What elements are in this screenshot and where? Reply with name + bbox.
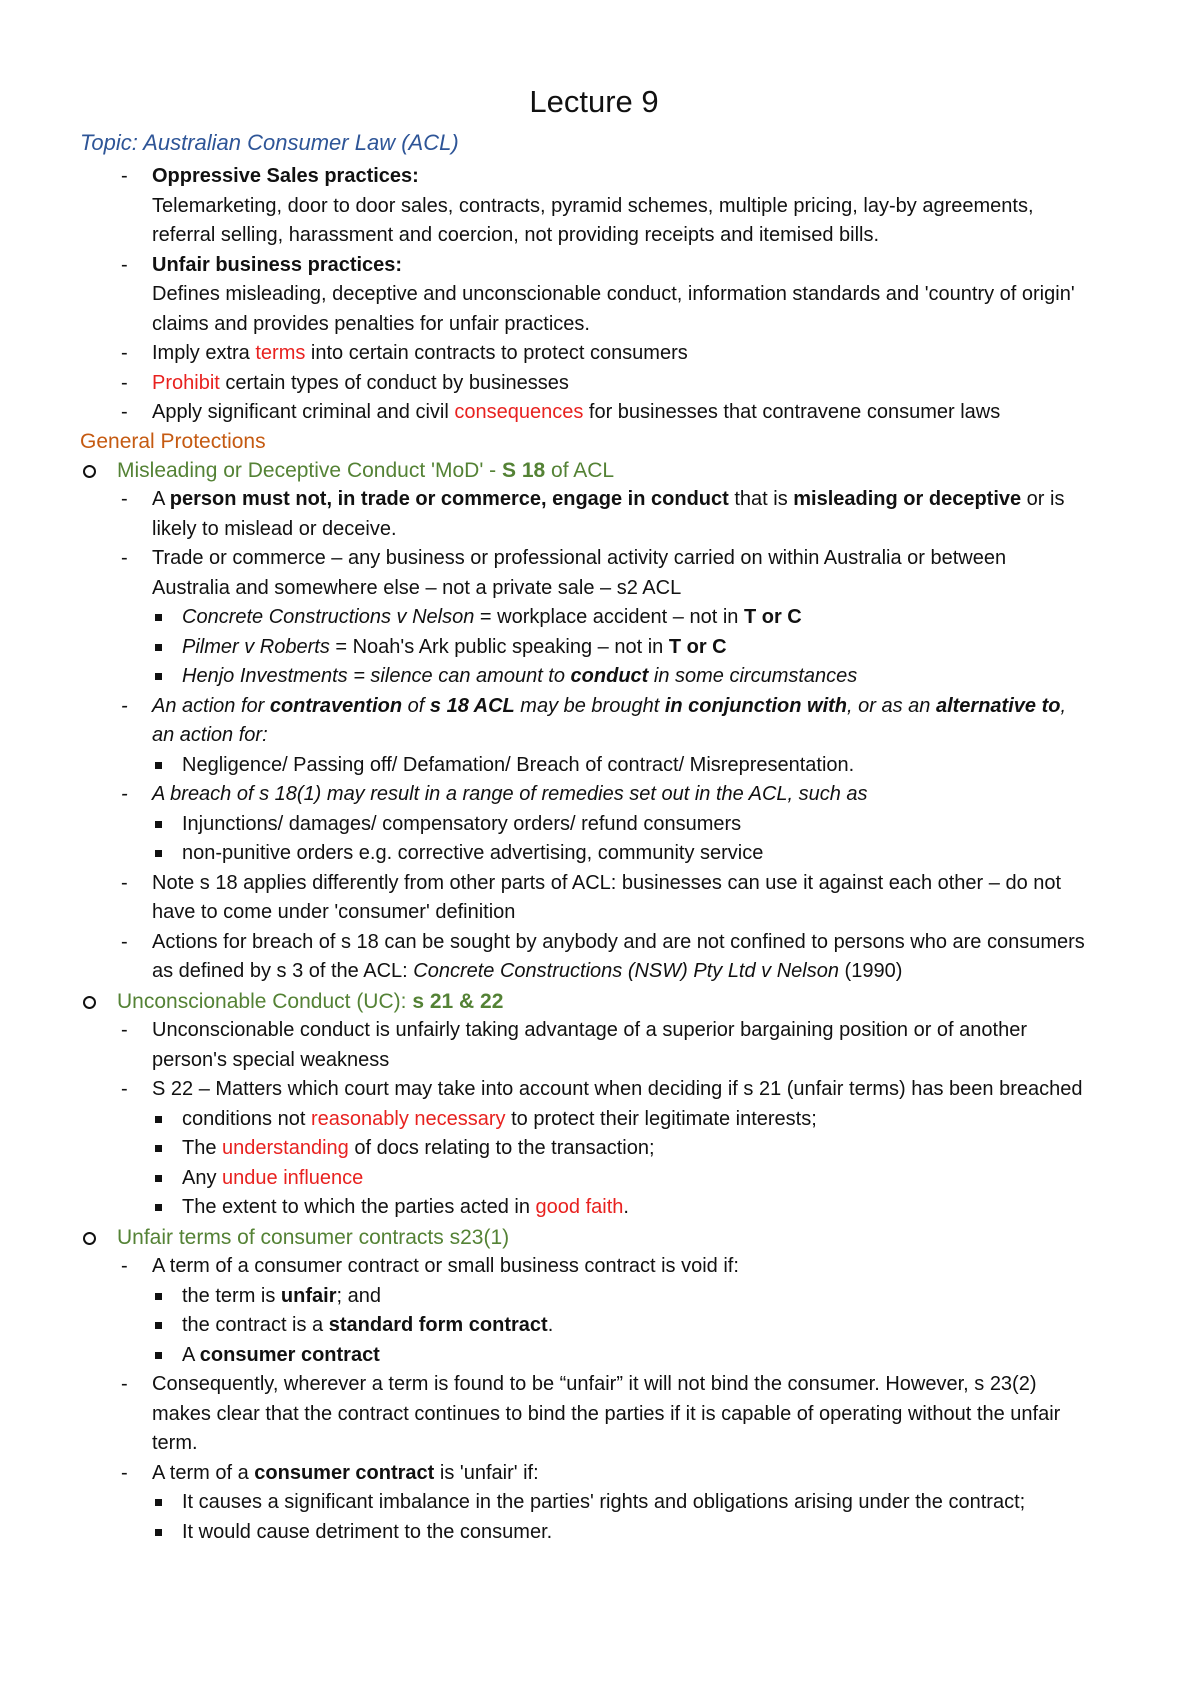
list-item xyxy=(80,339,1088,369)
text: conditions not xyxy=(182,1107,311,1130)
text: A xyxy=(152,488,170,510)
text: of xyxy=(402,694,430,717)
case-name: Concrete Constructions v Nelson xyxy=(182,606,475,628)
section-heading: General Protections xyxy=(80,429,266,453)
highlight-text: Prohibit xyxy=(152,371,220,394)
text: for businesses that contravene consumer laws xyxy=(583,401,1001,423)
text: standard form contract xyxy=(328,1314,548,1336)
mod-list xyxy=(80,485,1088,987)
text: T or C xyxy=(668,635,727,658)
text: A xyxy=(182,1343,200,1366)
list-item: - Consequently, wherever a term is found to be “unfair” it will not bind the consumer. However, s 23(2) makes clear that the contract continues to bind the parties if it is capable of operating without the unfair term. xyxy=(80,1370,1088,1459)
text: , an action for: xyxy=(152,694,1067,746)
sub-item xyxy=(80,1311,1088,1341)
text: S 18 xyxy=(502,458,546,482)
list-item xyxy=(80,162,1088,251)
page-title: Lecture 9 xyxy=(529,84,659,119)
text: in conjunction with xyxy=(664,694,848,717)
sub-item: It would cause detriment to the consumer. xyxy=(80,1518,1088,1548)
text: ; and xyxy=(336,1284,381,1307)
list-item xyxy=(80,398,1088,428)
text: Henjo Investments = silence can amount to xyxy=(182,665,571,687)
sub-item xyxy=(80,662,1088,692)
text: consumer contract xyxy=(199,1343,380,1366)
sub-item xyxy=(80,1164,1088,1194)
text: consumer contract xyxy=(254,1461,435,1484)
text: that is xyxy=(728,488,794,510)
sub-item xyxy=(80,603,1088,633)
text: the contract is a xyxy=(182,1314,329,1336)
unfair-list xyxy=(80,1252,1088,1547)
topic-heading: Topic: Australian Consumer Law (ACL) xyxy=(80,130,459,155)
text: person must not, in trade or commerce, engage in conduct xyxy=(169,488,729,510)
highlight-text: understanding xyxy=(222,1137,349,1159)
text: unfair xyxy=(280,1284,337,1307)
item-body: Telemarketing, door to door sales, contracts, pyramid schemes, multiple pricing, lay-by agreements, referral selling, harassment and coercion, not providing receipts and itemised bills. xyxy=(152,194,1034,246)
item-body: Defines misleading, deceptive and unconscionable conduct, information standards and 'country of origin' claims and provides penalties for unfair practices. xyxy=(152,283,1075,335)
case-name: Concrete Constructions (NSW) Pty Ltd v Nelson xyxy=(413,960,839,982)
text: Apply significant criminal and civil xyxy=(152,401,455,423)
text: Any xyxy=(182,1166,223,1189)
text: Misleading or Deceptive Conduct 'MoD' - xyxy=(117,458,503,482)
text: . xyxy=(547,1314,554,1336)
text: certain types of conduct by businesses xyxy=(219,371,569,394)
highlight-text: terms xyxy=(255,342,306,364)
item-heading: Unfair business practices: xyxy=(152,253,403,276)
circle-item-unfair-terms: Unfair terms of consumer contracts s23(1) xyxy=(80,1223,1088,1253)
text: The extent to which the parties acted in xyxy=(182,1196,536,1218)
text: in some circumstances xyxy=(648,665,858,687)
sub-item: Negligence/ Passing off/ Defamation/ Breach of contract/ Misrepresentation. xyxy=(80,751,1088,781)
uc-heading-list xyxy=(80,987,1088,1017)
text: An action for xyxy=(152,694,270,717)
text: of docs relating to the transaction; xyxy=(348,1137,655,1159)
list-item: - A term of a consumer contract or small business contract is void if: xyxy=(80,1252,1088,1282)
list-item xyxy=(80,251,1088,340)
text: s 18 ACL xyxy=(429,694,515,717)
protections-list xyxy=(80,456,1088,486)
list-item: - Note s 18 applies differently from other parts of ACL: businesses can use it against each other – do not have to come under 'consumer' definition xyxy=(80,869,1088,928)
text: conduct xyxy=(570,665,649,687)
item-heading: Oppressive Sales practices: xyxy=(152,165,419,187)
sub-item xyxy=(80,633,1088,663)
list-item xyxy=(80,692,1088,751)
text: of ACL xyxy=(545,458,615,482)
text: alternative to xyxy=(935,694,1061,717)
text: is 'unfair' if: xyxy=(434,1461,539,1484)
list-item xyxy=(80,1459,1088,1489)
sub-item xyxy=(80,1134,1088,1164)
text: (1990) xyxy=(838,960,903,982)
text: s 21 & 22 xyxy=(412,989,504,1013)
list-item xyxy=(80,928,1088,987)
list-item: - Trade or commerce – any business or professional activity carried on within Australia or between Australia and somewhere else – not a private sale – s2 ACL xyxy=(80,544,1088,603)
sub-item xyxy=(80,1193,1088,1223)
circle-item-mod xyxy=(80,456,1088,486)
sub-item: Injunctions/ damages/ compensatory orders/ refund consumers xyxy=(80,810,1088,840)
text: . xyxy=(623,1196,629,1218)
list-item xyxy=(80,485,1088,544)
text: the term is xyxy=(182,1284,281,1307)
sub-item xyxy=(80,1105,1088,1135)
text: = Noah's Ark public speaking – not in xyxy=(329,635,669,658)
circle-item-uc xyxy=(80,987,1088,1017)
sub-item: It causes a significant imbalance in the parties' rights and obligations arising under the contract; xyxy=(80,1488,1088,1518)
text: or is likely to mislead or deceive. xyxy=(152,488,1065,540)
text: into certain contracts to protect consumers xyxy=(305,342,688,364)
text: misleading or deceptive xyxy=(793,488,1022,510)
highlight-text: consequences xyxy=(454,401,584,423)
text: Actions for breach of s 18 can be sought by anybody and are not confined to persons who are consumers as defined by s 3 of the ACL: xyxy=(152,930,1085,982)
text: , or as an xyxy=(847,694,936,717)
highlight-text: reasonably necessary xyxy=(310,1107,506,1130)
list-item xyxy=(80,369,1088,399)
list-item: - S 22 – Matters which court may take into account when deciding if s 21 (unfair terms) has been breached xyxy=(80,1075,1088,1105)
unfair-heading-list xyxy=(80,1223,1088,1253)
intro-list xyxy=(80,162,1088,428)
sub-item: non-punitive orders e.g. corrective advertising, community service xyxy=(80,839,1088,869)
list-item: - Unconscionable conduct is unfairly taking advantage of a superior bargaining position or of another person's special weakness xyxy=(80,1016,1088,1075)
text: may be brought xyxy=(514,694,665,717)
sub-item xyxy=(80,1341,1088,1371)
text: to protect their legitimate interests; xyxy=(505,1107,817,1130)
text: The xyxy=(182,1137,223,1159)
text: Imply extra xyxy=(152,342,256,364)
sub-item xyxy=(80,1282,1088,1312)
text: T or C xyxy=(743,606,802,628)
text: Unconscionable Conduct (UC): xyxy=(117,989,413,1013)
text: A term of a xyxy=(152,1461,255,1484)
highlight-text: good faith xyxy=(535,1196,624,1218)
text: = workplace accident – not in xyxy=(474,606,744,628)
highlight-text: undue influence xyxy=(222,1166,364,1189)
case-name: Pilmer v Roberts xyxy=(182,635,330,658)
uc-list xyxy=(80,1016,1088,1223)
text: contravention xyxy=(269,694,403,717)
list-item: - A breach of s 18(1) may result in a range of remedies set out in the ACL, such as xyxy=(80,780,1088,810)
